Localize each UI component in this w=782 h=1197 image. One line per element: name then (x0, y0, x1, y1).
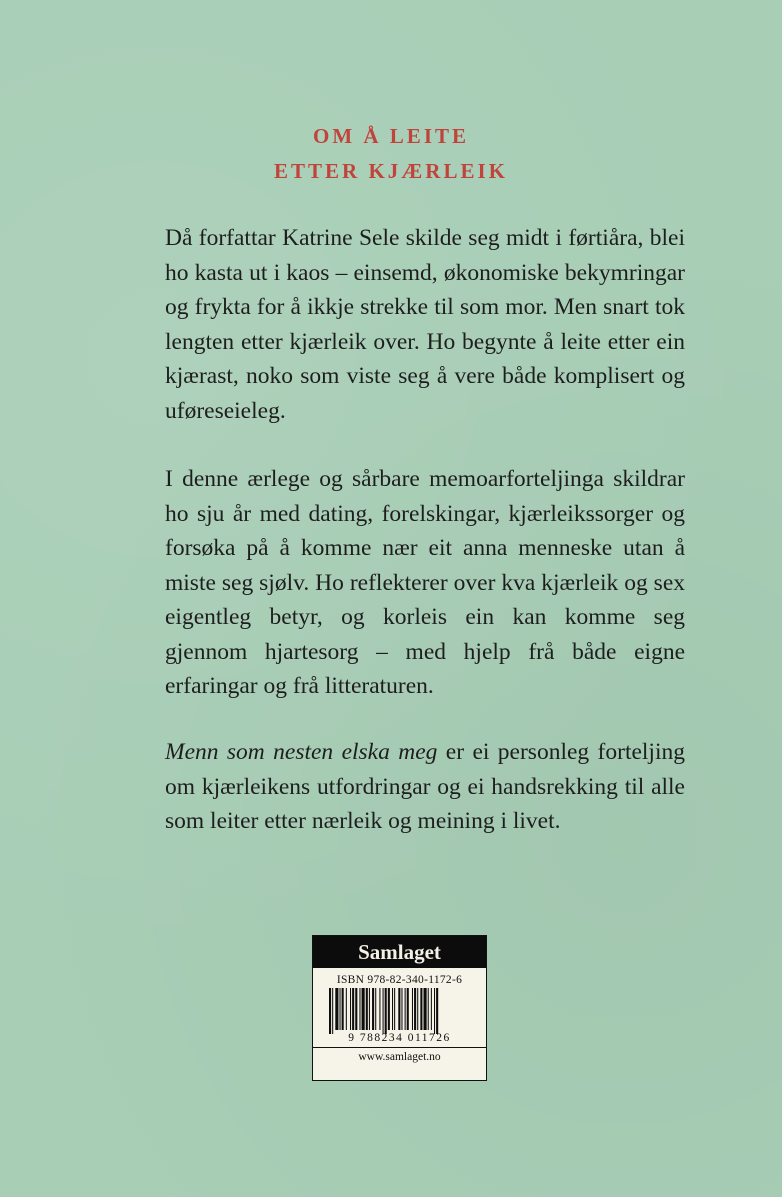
barcode-digits: 9 788234 011726 (348, 1032, 451, 1044)
barcode-bar (387, 988, 389, 1030)
barcode-box (312, 935, 487, 1081)
paragraph-1: Då forfattar Katrine Sele skilde seg midt i førtiåra, blei ho kasta ut i kaos – einsemd, økonomiske bekymringar og frykta for å ikkje strekke til som mor. Men snart tok lengten etter kjærleik over. Ho begynte å leite etter ein kjærast, noko som viste seg å vere både komplisert og uføreseieleg. (165, 225, 685, 424)
barcode-bar (335, 988, 338, 1030)
barcode-bar (372, 988, 374, 1030)
website-text: www.samlaget.no (358, 1051, 441, 1063)
publisher-logo: Samlaget (313, 936, 486, 968)
barcode-bar (434, 988, 435, 1034)
barcode-bar (359, 988, 360, 1030)
barcode-bar (352, 988, 354, 1030)
barcode-bar (384, 988, 386, 1034)
barcode-bar (345, 988, 346, 1030)
barcode-bar (339, 988, 340, 1030)
barcode-bar (401, 988, 402, 1030)
barcode-bar (423, 988, 426, 1030)
barcode-bar (350, 988, 351, 1030)
barcode-bar (341, 988, 343, 1030)
heading-line-1: OM Å LEITE (312, 124, 470, 148)
barcode-bar (332, 988, 333, 1034)
isbn-text: ISBN 978-82-340-1172-6 (336, 974, 463, 986)
paragraph-3 (165, 735, 685, 839)
barcode-bar (329, 988, 331, 1034)
barcode-bar (427, 988, 428, 1030)
paragraph-3-rest: er ei personleg forteljing om kjærleikens utfordringar og ei handsrekking til alle som leiter etter nærleik og meining i livet. (165, 739, 685, 834)
book-title-italic: Menn som nesten elska meg (165, 739, 438, 765)
barcode-bar (379, 988, 380, 1030)
barcode-bar (382, 988, 383, 1034)
barcode-bar (406, 988, 408, 1030)
barcode-bar (411, 988, 412, 1030)
barcode-bar (430, 988, 431, 1030)
heading-line-2: ETTER KJÆRLEIK (274, 159, 508, 183)
barcode-bar (375, 988, 376, 1030)
barcode-bar (368, 988, 369, 1030)
barcode-bar (365, 988, 367, 1030)
barcode-graphic (325, 988, 475, 1034)
barcode-bar (404, 988, 405, 1030)
barcode-bar (361, 988, 364, 1030)
paragraph-2: I denne ærlege og sårbare memoarforteljinga skildrar ho sju år med dating, forelskingar, kjærleikssorger og forsøka på å komme nær eit anna menneske utan å miste seg sjølv. Ho reflekterer over kva kjærleik og sex eigentleg betyr, og korleis ein kan komme seg gjennom hjartesorg – med hjelp frå både eigne erfaringar og frå litteraturen. (165, 466, 685, 699)
barcode-bar (420, 988, 422, 1030)
barcode-bar (417, 988, 418, 1030)
barcode-bar (392, 988, 393, 1030)
barcode-bar (394, 988, 395, 1030)
barcode-bar (398, 988, 400, 1030)
barcode-bar (414, 988, 416, 1030)
barcode-bar (436, 988, 438, 1034)
barcode-bar (355, 988, 357, 1030)
